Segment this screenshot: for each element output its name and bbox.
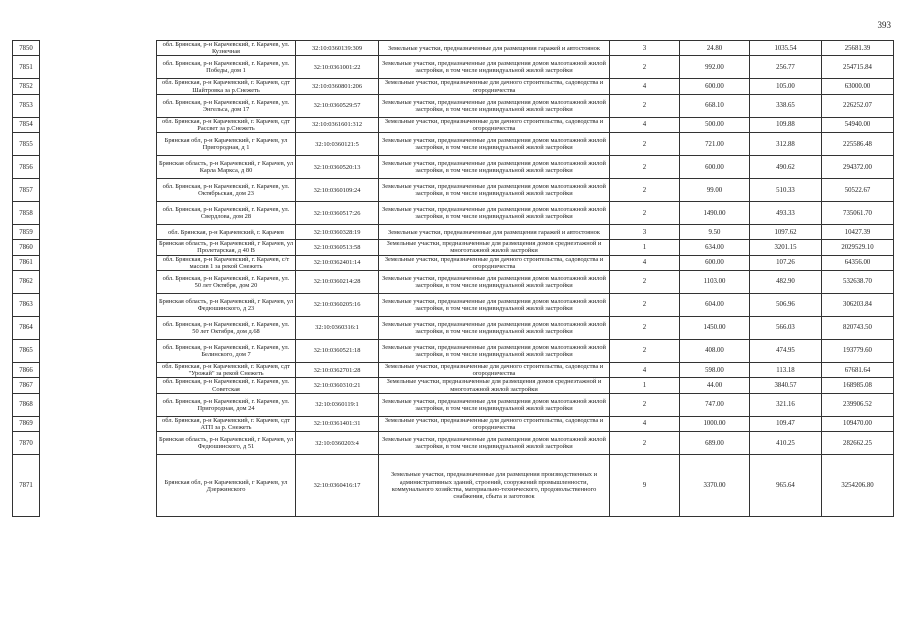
table-row xyxy=(13,225,894,240)
use-group-cell: 2 xyxy=(610,179,680,202)
area-cell: 604.00 xyxy=(680,294,750,317)
specific-value-cell: 1035.54 xyxy=(750,41,822,56)
cadastral-number-cell: 32:10:0360109:24 xyxy=(296,179,379,202)
address-cell: обл. Брянская, р-н Карачевский, г. Карачев, ул. 50 лет Октября, дом д.68 xyxy=(157,317,296,340)
cadastral-number-cell: 32:10:0360521:18 xyxy=(296,340,379,363)
specific-value-cell: 566.03 xyxy=(750,317,822,340)
specific-value-cell: 105.00 xyxy=(750,79,822,94)
address-cell: обл. Брянская, р-н Карачевский, г. Карачев, ул. Кузнечная xyxy=(157,41,296,56)
spacer-cell xyxy=(40,225,157,240)
land-use-purpose-cell: Земельные участки, предназначенные для размещения гаражей и автостоянок xyxy=(379,225,610,240)
land-use-purpose-cell: Земельные участки, предназначенные для размещения домов среднеэтажной и многоэтажной жилой застройки xyxy=(379,240,610,255)
address-cell: обл. Брянская, р-н Карачевский, г. Карачев, ул. Свердлова, дом 28 xyxy=(157,202,296,225)
use-group-cell: 3 xyxy=(610,41,680,56)
spacer-cell xyxy=(40,317,157,340)
cadastral-value-cell: 168985.08 xyxy=(822,378,894,393)
cadastral-value-cell: 294372.00 xyxy=(822,156,894,179)
use-group-cell: 2 xyxy=(610,202,680,225)
address-cell: обл. Брянская, р-н Карачевский, г. Карачев, ул. Октябрьская, дом 23 xyxy=(157,179,296,202)
area-cell: 1490.00 xyxy=(680,202,750,225)
spacer-cell xyxy=(40,416,157,431)
cadastral-value-cell: 2029529.10 xyxy=(822,240,894,255)
row-number-cell: 7857 xyxy=(13,179,40,202)
address-cell: Брянская обл, р-н Карачевский, г Карачев, ул Пригородная, д 1 xyxy=(157,133,296,156)
spacer-cell xyxy=(40,363,157,378)
row-number-cell: 7859 xyxy=(13,225,40,240)
use-group-cell: 9 xyxy=(610,455,680,517)
row-number-cell: 7856 xyxy=(13,156,40,179)
row-number-cell: 7855 xyxy=(13,133,40,156)
cadastral-number-cell: 32:10:0360139:309 xyxy=(296,41,379,56)
specific-value-cell: 312.88 xyxy=(750,133,822,156)
area-cell: 44.00 xyxy=(680,378,750,393)
row-number-cell: 7869 xyxy=(13,416,40,431)
table-row xyxy=(13,117,894,132)
use-group-cell: 4 xyxy=(610,255,680,270)
land-use-purpose-cell: Земельные участки, предназначенные для размещения домов малоэтажной жилой застройки, в том числе индивидуальной жилой застройки xyxy=(379,94,610,117)
cadastral-number-cell: 32:10:0360205:16 xyxy=(296,294,379,317)
land-use-purpose-cell: Земельные участки, предназначенные для размещения домов малоэтажной жилой застройки, в том числе индивидуальной жилой застройки xyxy=(379,133,610,156)
area-cell: 1450.00 xyxy=(680,317,750,340)
table-row xyxy=(13,455,894,517)
specific-value-cell: 107.26 xyxy=(750,255,822,270)
row-number-cell: 7860 xyxy=(13,240,40,255)
use-group-cell: 1 xyxy=(610,378,680,393)
use-group-cell: 2 xyxy=(610,156,680,179)
land-use-purpose-cell: Земельные участки, предназначенные для размещения домов малоэтажной жилой застройки, в том числе индивидуальной жилой застройки xyxy=(379,202,610,225)
cadastral-number-cell: 32:10:0362701:28 xyxy=(296,363,379,378)
address-cell: обл. Брянская, р-н Карачевский, г. Карачев, ул. Пригородная, дом 24 xyxy=(157,393,296,416)
cadastral-number-cell: 32:10:0360214:28 xyxy=(296,271,379,294)
cadastral-number-cell: 32:10:0360121:5 xyxy=(296,133,379,156)
row-number-cell: 7868 xyxy=(13,393,40,416)
area-cell: 689.00 xyxy=(680,432,750,455)
table-row xyxy=(13,94,894,117)
land-use-purpose-cell: Земельные участки, предназначенные для размещения домов малоэтажной жилой застройки, в том числе индивидуальной жилой застройки xyxy=(379,179,610,202)
spacer-cell xyxy=(40,117,157,132)
use-group-cell: 2 xyxy=(610,393,680,416)
cadastral-value-cell: 50522.67 xyxy=(822,179,894,202)
spacer-cell xyxy=(40,202,157,225)
table-row xyxy=(13,363,894,378)
use-group-cell: 2 xyxy=(610,432,680,455)
specific-value-cell: 109.47 xyxy=(750,416,822,431)
cadastral-number-cell: 32:10:0361601:312 xyxy=(296,117,379,132)
address-cell: Брянская область, р-н Карачевский, г Карачев, ул Карла Маркса, д 80 xyxy=(157,156,296,179)
land-use-purpose-cell: Земельные участки, предназначенные для размещения домов малоэтажной жилой застройки, в том числе индивидуальной жилой застройки xyxy=(379,56,610,79)
page-number: 393 xyxy=(877,20,891,30)
use-group-cell: 2 xyxy=(610,56,680,79)
area-cell: 668.10 xyxy=(680,94,750,117)
address-cell: обл. Брянская, р-н Карачевский, г. Карачев, сдт "Урожай" за рекой Снежеть xyxy=(157,363,296,378)
land-use-purpose-cell: Земельные участки, предназначенные для дачного строительства, садоводства и огородничества xyxy=(379,416,610,431)
table-row xyxy=(13,416,894,431)
cadastral-number-cell: 32:10:0360119:1 xyxy=(296,393,379,416)
use-group-cell: 4 xyxy=(610,416,680,431)
specific-value-cell: 109.88 xyxy=(750,117,822,132)
address-cell: Брянская обл, р-н Карачевский, г Карачев, ул Дзержинского xyxy=(157,455,296,517)
address-cell: Брянская область, р-н Карачевский, г Карачев, ул Пролетарская, д 40 В xyxy=(157,240,296,255)
cadastral-value-cell: 225586.48 xyxy=(822,133,894,156)
area-cell: 634.00 xyxy=(680,240,750,255)
cadastral-value-cell: 25681.39 xyxy=(822,41,894,56)
spacer-cell xyxy=(40,455,157,517)
row-number-cell: 7871 xyxy=(13,455,40,517)
cadastral-value-cell: 193779.60 xyxy=(822,340,894,363)
specific-value-cell: 493.33 xyxy=(750,202,822,225)
spacer-cell xyxy=(40,378,157,393)
cadastral-value-cell: 254715.84 xyxy=(822,56,894,79)
spacer-cell xyxy=(40,133,157,156)
address-cell: обл. Брянская, р-н Карачевский, г. Карачев xyxy=(157,225,296,240)
cadastral-number-cell: 32:10:0360416:17 xyxy=(296,455,379,517)
use-group-cell: 2 xyxy=(610,340,680,363)
table-row xyxy=(13,41,894,56)
cadastral-number-cell: 32:10:0360316:1 xyxy=(296,317,379,340)
land-use-purpose-cell: Земельные участки, предназначенные для размещения домов малоэтажной жилой застройки, в том числе индивидуальной жилой застройки xyxy=(379,340,610,363)
land-use-purpose-cell: Земельные участки, предназначенные для дачного строительства, садоводства и огородничества xyxy=(379,363,610,378)
specific-value-cell: 321.16 xyxy=(750,393,822,416)
row-number-cell: 7861 xyxy=(13,255,40,270)
use-group-cell: 3 xyxy=(610,225,680,240)
table-row xyxy=(13,294,894,317)
land-plot-table xyxy=(12,40,894,517)
area-cell: 1000.00 xyxy=(680,416,750,431)
address-cell: обл. Брянская, р-н Карачевский, г. Карачев, сдт АТП за р. Снежеть xyxy=(157,416,296,431)
address-cell: Брянская область, р-н Карачевский, г Карачев, ул Федюшинского, д 51 xyxy=(157,432,296,455)
row-number-cell: 7858 xyxy=(13,202,40,225)
spacer-cell xyxy=(40,179,157,202)
table-row xyxy=(13,340,894,363)
spacer-cell xyxy=(40,240,157,255)
cadastral-number-cell: 32:10:0360520:13 xyxy=(296,156,379,179)
land-use-purpose-cell: Земельные участки, предназначенные для размещения домов малоэтажной жилой застройки, в том числе индивидуальной жилой застройки xyxy=(379,393,610,416)
address-cell: обл. Брянская, р-н Карачевский, г. Карачев, сдт Рассвет за р.Снежеть xyxy=(157,117,296,132)
row-number-cell: 7851 xyxy=(13,56,40,79)
land-use-purpose-cell: Земельные участки, предназначенные для размещения домов малоэтажной жилой застройки, в том числе индивидуальной жилой застройки xyxy=(379,432,610,455)
use-group-cell: 4 xyxy=(610,117,680,132)
land-use-purpose-cell: Земельные участки, предназначенные для дачного строительства, садоводства и огородничества xyxy=(379,255,610,270)
cadastral-number-cell: 32:10:0362401:14 xyxy=(296,255,379,270)
row-number-cell: 7854 xyxy=(13,117,40,132)
specific-value-cell: 482.90 xyxy=(750,271,822,294)
row-number-cell: 7863 xyxy=(13,294,40,317)
row-number-cell: 7870 xyxy=(13,432,40,455)
specific-value-cell: 510.33 xyxy=(750,179,822,202)
use-group-cell: 2 xyxy=(610,317,680,340)
cadastral-number-cell: 32:10:0360310:21 xyxy=(296,378,379,393)
specific-value-cell: 490.62 xyxy=(750,156,822,179)
table-row xyxy=(13,378,894,393)
land-use-purpose-cell: Земельные участки, предназначенные для размещения гаражей и автостоянок xyxy=(379,41,610,56)
row-number-cell: 7864 xyxy=(13,317,40,340)
area-cell: 9.50 xyxy=(680,225,750,240)
land-use-purpose-cell: Земельные участки, предназначенные для дачного строительства, садоводства и огородничества xyxy=(379,117,610,132)
use-group-cell: 1 xyxy=(610,240,680,255)
land-use-purpose-cell: Земельные участки, предназначенные для размещения домов малоэтажной жилой застройки, в том числе индивидуальной жилой застройки xyxy=(379,271,610,294)
cadastral-value-cell: 532638.70 xyxy=(822,271,894,294)
address-cell: обл. Брянская, р-н Карачевский, г. Карачев, ул. Советская xyxy=(157,378,296,393)
table-row xyxy=(13,56,894,79)
area-cell: 600.00 xyxy=(680,156,750,179)
table-row xyxy=(13,240,894,255)
use-group-cell: 2 xyxy=(610,94,680,117)
use-group-cell: 2 xyxy=(610,133,680,156)
row-number-cell: 7862 xyxy=(13,271,40,294)
area-cell: 992.00 xyxy=(680,56,750,79)
table-row xyxy=(13,133,894,156)
specific-value-cell: 410.25 xyxy=(750,432,822,455)
table-row xyxy=(13,202,894,225)
spacer-cell xyxy=(40,94,157,117)
table-row xyxy=(13,432,894,455)
address-cell: обл. Брянская, р-н Карачевский, г. Карачев, ул. Белинского, дом 7 xyxy=(157,340,296,363)
specific-value-cell: 113.18 xyxy=(750,363,822,378)
cadastral-number-cell: 32:10:0360513:58 xyxy=(296,240,379,255)
specific-value-cell: 338.65 xyxy=(750,94,822,117)
spacer-cell xyxy=(40,79,157,94)
cadastral-number-cell: 32:10:0360529:57 xyxy=(296,94,379,117)
row-number-cell: 7852 xyxy=(13,79,40,94)
table-row xyxy=(13,255,894,270)
cadastral-value-cell: 67681.64 xyxy=(822,363,894,378)
spacer-cell xyxy=(40,156,157,179)
table-row xyxy=(13,271,894,294)
table-body xyxy=(13,41,894,517)
specific-value-cell: 965.64 xyxy=(750,455,822,517)
area-cell: 500.00 xyxy=(680,117,750,132)
area-cell: 408.00 xyxy=(680,340,750,363)
table-row xyxy=(13,79,894,94)
cadastral-value-cell: 63000.00 xyxy=(822,79,894,94)
address-cell: обл. Брянская, р-н Карачевский, г. Карачев, ул. Победы, дом 1 xyxy=(157,56,296,79)
use-group-cell: 4 xyxy=(610,79,680,94)
specific-value-cell: 506.96 xyxy=(750,294,822,317)
area-cell: 1103.00 xyxy=(680,271,750,294)
spacer-cell xyxy=(40,271,157,294)
row-number-cell: 7866 xyxy=(13,363,40,378)
area-cell: 747.00 xyxy=(680,393,750,416)
specific-value-cell: 1097.62 xyxy=(750,225,822,240)
row-number-cell: 7853 xyxy=(13,94,40,117)
specific-value-cell: 3201.15 xyxy=(750,240,822,255)
cadastral-number-cell: 32:10:0361001:22 xyxy=(296,56,379,79)
spacer-cell xyxy=(40,432,157,455)
area-cell: 721.00 xyxy=(680,133,750,156)
cadastral-value-cell: 109470.00 xyxy=(822,416,894,431)
cadastral-value-cell: 10427.39 xyxy=(822,225,894,240)
land-use-purpose-cell: Земельные участки, предназначенные для размещения домов малоэтажной жилой застройки, в том числе индивидуальной жилой застройки xyxy=(379,294,610,317)
row-number-cell: 7865 xyxy=(13,340,40,363)
cadastral-number-cell: 32:10:0360203:4 xyxy=(296,432,379,455)
address-cell: обл. Брянская, р-н Карачевский, г. Карачев, ул. 50 лет Октября, дом 20 xyxy=(157,271,296,294)
land-use-purpose-cell: Земельные участки, предназначенные для размещения домов малоэтажной жилой застройки, в том числе индивидуальной жилой застройки xyxy=(379,156,610,179)
spacer-cell xyxy=(40,340,157,363)
spacer-cell xyxy=(40,393,157,416)
cadastral-value-cell: 226252.07 xyxy=(822,94,894,117)
specific-value-cell: 256.77 xyxy=(750,56,822,79)
land-use-purpose-cell: Земельные участки, предназначенные для дачного строительства, садоводства и огородничества xyxy=(379,79,610,94)
address-cell: Брянская область, р-н Карачевский, г Карачев, ул Федюшинского, д 23 xyxy=(157,294,296,317)
land-use-purpose-cell: Земельные участки, предназначенные для размещения домов малоэтажной жилой застройки, в том числе индивидуальной жилой застройки xyxy=(379,317,610,340)
area-cell: 24.80 xyxy=(680,41,750,56)
address-cell: обл. Брянская, р-н Карачевский, г. Карачев, с/т массив 1 за рекой Снежеть xyxy=(157,255,296,270)
land-use-purpose-cell: Земельные участки, предназначенные для размещения домов среднеэтажной и многоэтажной жилой застройки xyxy=(379,378,610,393)
table-row xyxy=(13,179,894,202)
use-group-cell: 2 xyxy=(610,294,680,317)
cadastral-value-cell: 54940.00 xyxy=(822,117,894,132)
spacer-cell xyxy=(40,41,157,56)
cadastral-value-cell: 282662.25 xyxy=(822,432,894,455)
row-number-cell: 7850 xyxy=(13,41,40,56)
address-cell: обл. Брянская, р-н Карачевский, г. Карачев, сдт Шайтровка за р.Снежеть xyxy=(157,79,296,94)
cadastral-number-cell: 32:10:0360801:206 xyxy=(296,79,379,94)
cadastral-value-cell: 239906.52 xyxy=(822,393,894,416)
specific-value-cell: 3840.57 xyxy=(750,378,822,393)
table-row xyxy=(13,317,894,340)
cadastral-number-cell: 32:10:0360328:19 xyxy=(296,225,379,240)
cadastral-value-cell: 3254206.80 xyxy=(822,455,894,517)
spacer-cell xyxy=(40,294,157,317)
spacer-cell xyxy=(40,56,157,79)
cadastral-number-cell: 32:10:0360517:26 xyxy=(296,202,379,225)
row-number-cell: 7867 xyxy=(13,378,40,393)
cadastral-value-cell: 64356.00 xyxy=(822,255,894,270)
cadastral-value-cell: 306203.84 xyxy=(822,294,894,317)
specific-value-cell: 474.95 xyxy=(750,340,822,363)
cadastral-value-cell: 735061.70 xyxy=(822,202,894,225)
cadastral-number-cell: 32:10:0361401:31 xyxy=(296,416,379,431)
land-use-purpose-cell: Земельные участки, предназначенные для размещения производственных и административных зданий, строений, сооружений промышленности, коммунального хозяйства, материально-технического, продовольственного снабжения, сбыта и заготовок xyxy=(379,455,610,517)
address-cell: обл. Брянская, р-н Карачевский, г. Карачев, ул. Энгельса, дом 17 xyxy=(157,94,296,117)
table-row xyxy=(13,393,894,416)
area-cell: 3370.00 xyxy=(680,455,750,517)
area-cell: 600.00 xyxy=(680,79,750,94)
use-group-cell: 4 xyxy=(610,363,680,378)
area-cell: 600.00 xyxy=(680,255,750,270)
spacer-cell xyxy=(40,255,157,270)
table-row xyxy=(13,156,894,179)
area-cell: 598.00 xyxy=(680,363,750,378)
area-cell: 99.00 xyxy=(680,179,750,202)
cadastral-value-cell: 820743.50 xyxy=(822,317,894,340)
use-group-cell: 2 xyxy=(610,271,680,294)
